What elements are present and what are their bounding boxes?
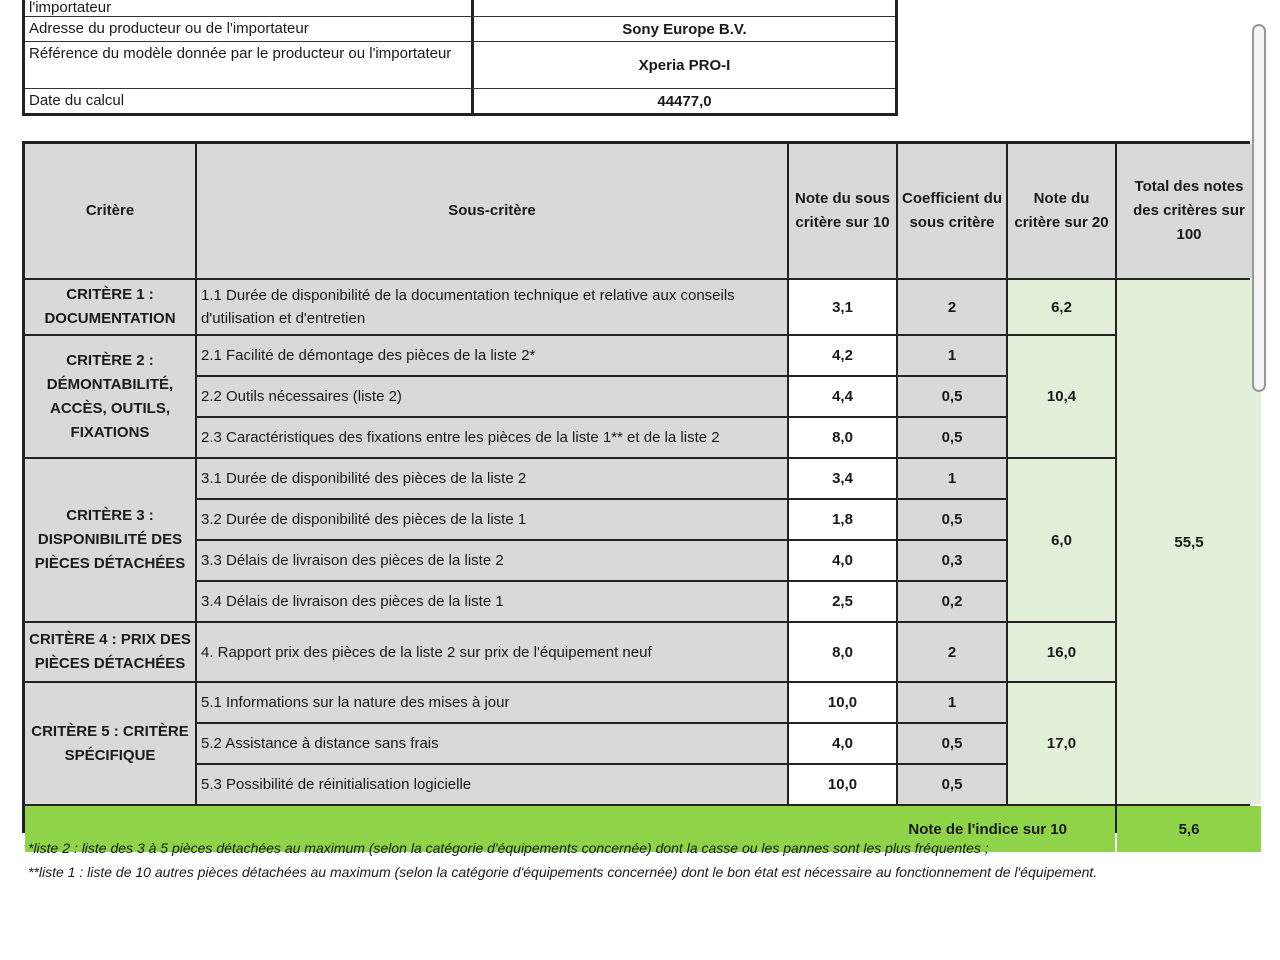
subcriterion-coef: 0,3 (898, 541, 1006, 580)
criterion-4-score: 16,0 (1008, 623, 1115, 681)
subcriterion-note: 4,0 (789, 724, 896, 763)
subcriterion-coef: 1 (898, 336, 1006, 375)
info-label: Adresse du producteur ou de l'importateur (25, 17, 474, 41)
footnotes (28, 836, 1228, 884)
info-row-model (25, 41, 895, 88)
subcriterion-note: 10,0 (789, 765, 896, 804)
subcriterion-coef: 2 (898, 623, 1006, 681)
subcriterion-coef: 1 (898, 683, 1006, 722)
subcriterion-coef: 0,5 (898, 500, 1006, 539)
subcriterion-note: 3,4 (789, 459, 896, 498)
subcriterion-label: 1.1 Durée de disponibilité de la documentation technique et relative aux conseils d'utilisation et d'entretien (197, 280, 787, 334)
total-score: 55,5 (1117, 280, 1261, 804)
subcriterion-label: 2.2 Outils nécessaires (liste 2) (197, 377, 787, 416)
info-label: l'importateur (25, 0, 474, 16)
subcriterion-label: 3.1 Durée de disponibilité des pièces de la liste 2 (197, 459, 787, 498)
header-sous-critere: Sous-critère (197, 144, 787, 278)
subcriterion-note: 8,0 (789, 623, 896, 681)
indice-value: 5,6 (1117, 806, 1261, 852)
info-value: Xperia PRO-I (638, 56, 731, 74)
subcriterion-label: 2.1 Facilité de démontage des pièces de la liste 2* (197, 336, 787, 375)
header-note-sous-critere: Note du sous critère sur 10 (789, 144, 896, 278)
subcriterion-note: 4,2 (789, 336, 896, 375)
info-value: 44477,0 (657, 92, 712, 110)
subcriterion-label: 3.4 Délais de livraison des pièces de la liste 1 (197, 582, 787, 621)
info-row-importer (25, 0, 895, 16)
subcriterion-label: 5.3 Possibilité de réinitialisation logicielle (197, 765, 787, 804)
info-label: Référence du modèle donnée par le producteur ou l'importateur (25, 42, 474, 88)
footnote-liste-2: *liste 2 : liste des 3 à 5 pièces détachées au maximum (selon la catégorie d'équipements concernée) dont la casse ou les pannes sont les plus fréquentes ; (28, 840, 989, 856)
criterion-2-name: CRITÈRE 2 : DÉMONTABILITÉ, ACCÈS, OUTILS, FIXATIONS (25, 336, 195, 457)
criterion-3-score: 6,0 (1008, 459, 1115, 621)
header-critere: Critère (25, 144, 195, 278)
subcriterion-label: 5.2 Assistance à distance sans frais (197, 724, 787, 763)
subcriterion-label: 4. Rapport prix des pièces de la liste 2 sur prix de l'équipement neuf (197, 623, 787, 681)
header-coefficient: Coefficient du sous critère (898, 144, 1006, 278)
subcriterion-note: 1,8 (789, 500, 896, 539)
indice-label: Note de l'indice sur 10 (25, 806, 1115, 852)
criterion-3-name: CRITÈRE 3 : DISPONIBILITÉ DES PIÈCES DÉTACHÉES (25, 459, 195, 621)
info-value: Sony Europe B.V. (622, 20, 747, 38)
criterion-5-name: CRITÈRE 5 : CRITÈRE SPÉCIFIQUE (25, 683, 195, 804)
criterion-1-name: CRITÈRE 1 : DOCUMENTATION (25, 280, 195, 334)
subcriterion-note: 4,4 (789, 377, 896, 416)
product-info-table (22, 0, 898, 116)
subcriterion-note: 3,1 (789, 280, 896, 334)
subcriterion-coef: 0,5 (898, 765, 1006, 804)
subcriterion-label: 5.1 Informations sur la nature des mises à jour (197, 683, 787, 722)
subcriterion-coef: 0,5 (898, 724, 1006, 763)
subcriterion-label: 2.3 Caractéristiques des fixations entre les pièces de la liste 1** et de la liste 2 (197, 418, 787, 457)
subcriterion-note: 10,0 (789, 683, 896, 722)
subcriterion-coef: 2 (898, 280, 1006, 334)
subcriterion-label: 3.3 Délais de livraison des pièces de la liste 2 (197, 541, 787, 580)
subcriterion-coef: 0,5 (898, 377, 1006, 416)
subcriterion-coef: 1 (898, 459, 1006, 498)
header-total: Total des notes des critères sur 100 (1117, 144, 1261, 278)
info-row-address (25, 16, 895, 41)
footnote-liste-1: **liste 1 : liste de 10 autres pièces détachées au maximum (selon la catégorie d'équipements concernée) dont le bon état est nécessaire au fonctionnement de l'équipement. (28, 864, 1098, 880)
subcriterion-coef: 0,5 (898, 418, 1006, 457)
subcriterion-coef: 0,2 (898, 582, 1006, 621)
header-note-critere: Note du critère sur 20 (1008, 144, 1115, 278)
subcriterion-note: 8,0 (789, 418, 896, 457)
criterion-4-name: CRITÈRE 4 : PRIX DES PIÈCES DÉTACHÉES (25, 623, 195, 681)
subcriterion-note: 2,5 (789, 582, 896, 621)
info-row-date (25, 88, 895, 113)
subcriterion-label: 3.2 Durée de disponibilité des pièces de la liste 1 (197, 500, 787, 539)
vertical-scrollbar[interactable] (1252, 24, 1266, 392)
criterion-1-score: 6,2 (1008, 280, 1115, 334)
repairability-score-table (22, 141, 1250, 838)
subcriterion-note: 4,0 (789, 541, 896, 580)
info-label: Date du calcul (25, 89, 474, 113)
info-value (474, 0, 895, 16)
criterion-5-score: 17,0 (1008, 683, 1115, 804)
criterion-2-score: 10,4 (1008, 336, 1115, 457)
